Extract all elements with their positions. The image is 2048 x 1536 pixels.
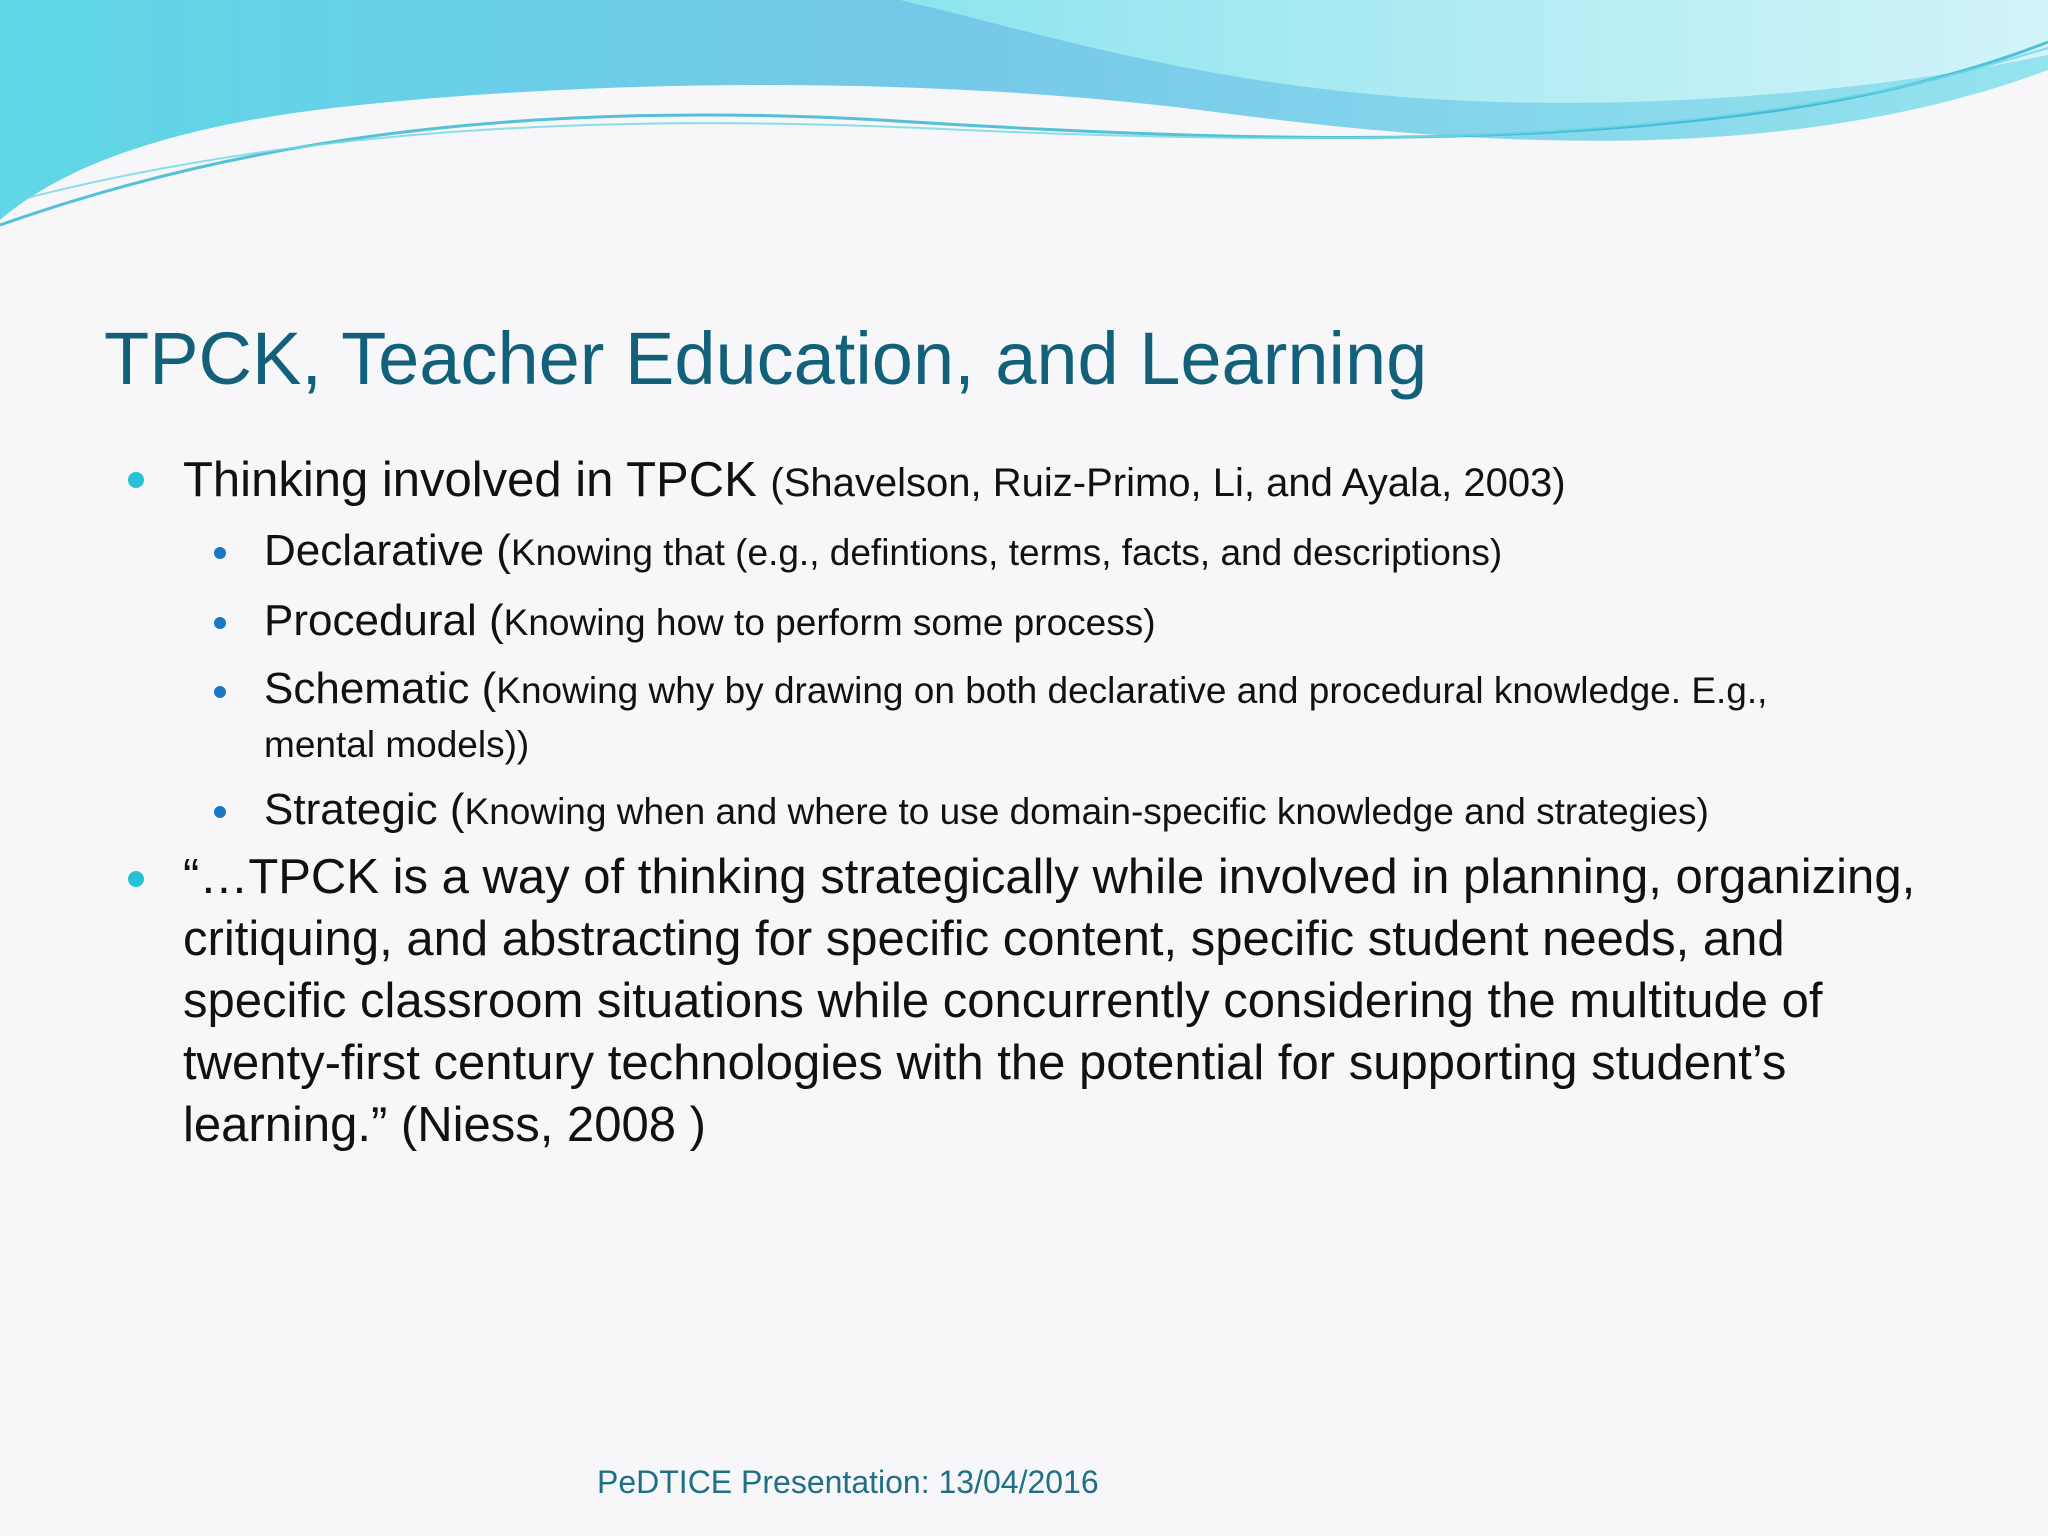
subbullet-schematic-continuation xyxy=(264,716,529,772)
subbullet-description: Knowing that (e.g., defintions, terms, facts, and descriptions) xyxy=(510,532,1503,573)
bullet-niess-quote: “…TPCK is a way of thinking strategically while involved in planning, organizing, critiquing, and abstracting for specific content, specific student needs, and specific classroom situations while concurrently considering the multitude of twenty-first century technologies with the potential for supporting student’s learning.” (Niess, 2008 ) xyxy=(183,850,1916,1152)
bullet-thinking-involved xyxy=(183,450,1566,513)
slide-footer: PeDTICE Presentation: 13/04/2016 xyxy=(597,1464,1099,1500)
subbullet-description: Knowing why by drawing on both declarative and procedural knowledge. E.g., xyxy=(496,670,1768,711)
subbullet-term: Procedural ( xyxy=(264,596,504,645)
subbullet-description: Knowing when and where to use domain-specific knowledge and strategies) xyxy=(464,791,1709,832)
subbullet-marker xyxy=(214,617,226,629)
bullet-marker xyxy=(128,472,144,488)
subbullet-procedural xyxy=(264,594,1156,650)
bullet-citation: (Shavelson, Ruiz-Primo, Li, and Ayala, 2003) xyxy=(770,461,1566,505)
subbullet-term: Strategic ( xyxy=(264,785,465,834)
subbullet-description-line2: mental models)) xyxy=(264,724,530,765)
bullet-main-text: Thinking involved in TPCK xyxy=(183,453,771,507)
subbullet-declarative xyxy=(264,524,1502,580)
subbullet-marker xyxy=(214,806,226,818)
decorative-wave-header xyxy=(0,0,2048,240)
subbullet-schematic xyxy=(264,662,1767,718)
subbullet-term: Declarative ( xyxy=(264,526,511,575)
slide-title: TPCK, Teacher Education, and Learning xyxy=(104,317,1428,400)
subbullet-strategic xyxy=(264,783,1709,839)
subbullet-marker xyxy=(214,686,226,698)
subbullet-description: Knowing how to perform some process) xyxy=(503,602,1156,643)
subbullet-term: Schematic ( xyxy=(264,664,497,713)
bullet-marker xyxy=(128,871,144,887)
subbullet-marker xyxy=(214,547,226,559)
